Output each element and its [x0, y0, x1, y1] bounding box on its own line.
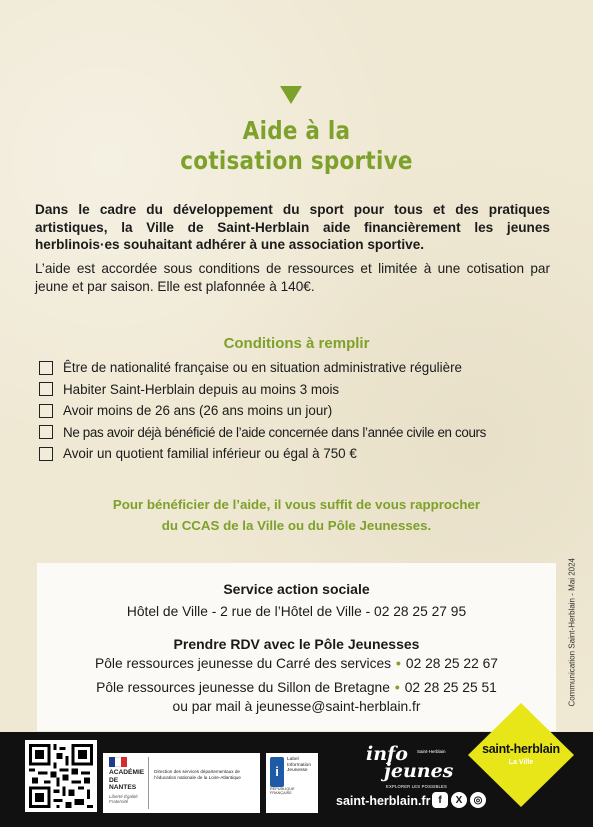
checkbox-icon	[39, 447, 53, 461]
infojeunes-word1: info	[366, 743, 408, 765]
condition-item	[39, 357, 559, 379]
direction-text: Direction des services départementaux de l’éducation nationale de la Loire-Atlantique	[154, 769, 241, 780]
infojeunes-word2: jeunes	[384, 760, 454, 782]
conditions-list	[39, 357, 559, 465]
checkbox-icon	[39, 361, 53, 375]
facebook-icon[interactable]: f	[432, 792, 448, 808]
service-title: Service action sociale	[223, 581, 370, 597]
republique-text: RÉPUBLIQUE FRANÇAISE	[270, 787, 295, 795]
credit-text: Communication Saint-Herblain - Mai 2024	[567, 557, 577, 707]
pole2-name: Pôle ressources jeunesse du Sillon de Bretagne	[96, 680, 390, 695]
label-info-text: Label Information Jeunesse	[287, 757, 311, 774]
info-i-icon: i	[270, 757, 284, 787]
brand-name: saint-herblain	[482, 742, 560, 756]
condition-item	[39, 443, 559, 465]
conditions-title: Conditions à remplir	[223, 335, 370, 352]
checkbox-icon	[39, 404, 53, 418]
info-jeunes-logo	[366, 743, 456, 793]
bullet-icon: •	[394, 680, 400, 695]
credit-vertical	[566, 557, 578, 712]
pole1-phone[interactable]: 02 28 25 22 67	[405, 656, 498, 671]
saint-herblain-logo	[466, 697, 576, 807]
mail-line[interactable]: ou par mail à jeunesse@saint-herblain.fr	[172, 699, 421, 714]
brand-subtitle: La Ville	[508, 759, 534, 766]
info-text-line1: Pour bénéficier de l’aide, il vous suffit de vous rapprocher	[112, 497, 481, 512]
pole1-line	[37, 656, 556, 671]
condition-item	[39, 400, 559, 422]
pole2-phone[interactable]: 02 28 25 25 51	[404, 680, 497, 695]
service-address: Hôtel de Ville - 2 rue de l’Hôtel de Ville - 02 28 25 27 95	[126, 604, 467, 619]
condition-text: Avoir moins de 26 ans (26 ans moins un jour)	[63, 403, 333, 419]
website-link[interactable]: saint-herblain.fr	[336, 794, 431, 808]
pole1-name: Pôle ressources jeunesse du Carré des services	[95, 656, 392, 671]
condition-text: Avoir un quotient familial inférieur ou égal à 750 €	[63, 446, 357, 462]
intro-paragraph: L’aide est accordée sous conditions de ressources et limitée à une cotisation par jeune et par saison. Elle est plafonnée à 140€.	[35, 261, 550, 294]
rdv-title: Prendre RDV avec le Pôle Jeunesses	[173, 636, 420, 652]
checkbox-icon	[39, 425, 53, 439]
qr-code-icon[interactable]	[25, 740, 97, 812]
triangle-marker-icon	[280, 86, 302, 104]
academie-motto: Liberté Égalité Fraternité	[109, 793, 138, 804]
info-text-line2: du CCAS de la Ville ou du Pôle Jeunesses.	[161, 518, 432, 533]
academie-logo	[109, 757, 149, 809]
infojeunes-city: Saint-Herblain	[417, 749, 446, 754]
condition-item	[39, 422, 559, 444]
academie-line1: ACADÉMIE	[109, 769, 145, 776]
academie-logo-card	[103, 753, 260, 813]
page-title-line2: cotisation sportive	[180, 146, 413, 175]
bullet-icon: •	[396, 656, 401, 671]
label-information-jeunesse-card	[266, 753, 318, 813]
intro-bold-paragraph: Dans le cadre du développement du sport pour tous et des pratiques artistiques, la Ville de Saint-Herblain aide financièrement les jeunes herblinois·es souhaitant adhérer à une association sportive.	[35, 202, 550, 252]
condition-item	[39, 379, 559, 401]
infojeunes-tagline: EXPLORER LES POSSIBLES	[386, 784, 447, 789]
instagram-icon[interactable]: ◎	[470, 792, 486, 808]
page-title-line1: Aide à la	[242, 116, 351, 145]
condition-text: Être de nationalité française ou en situation administrative régulière	[63, 360, 462, 376]
french-flag-icon	[109, 757, 127, 767]
checkbox-icon	[39, 382, 53, 396]
x-twitter-icon[interactable]: X	[451, 792, 467, 808]
condition-text: Ne pas avoir déjà bénéficié de l’aide concernée dans l’année civile en cours	[63, 424, 487, 440]
pole2-line	[37, 680, 556, 695]
condition-text: Habiter Saint-Herblain depuis au moins 3 mois	[63, 381, 340, 397]
academie-line2: DE NANTES	[109, 776, 137, 791]
